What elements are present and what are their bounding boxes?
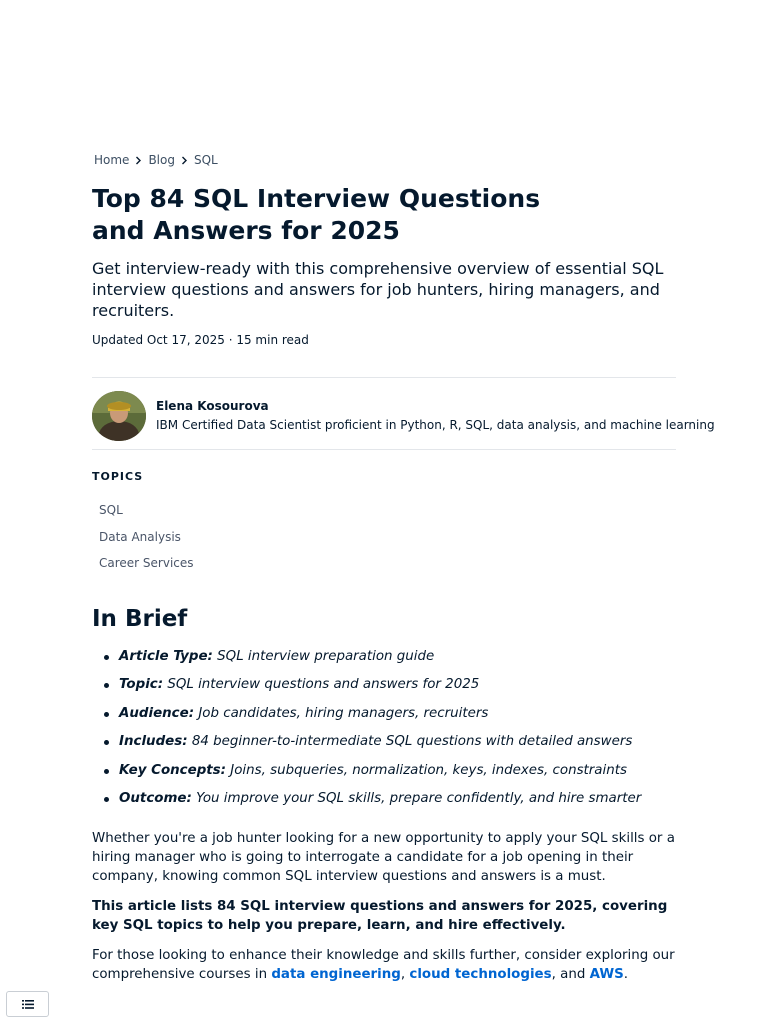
breadcrumb — [94, 152, 218, 168]
chevron-right-icon — [132, 152, 146, 168]
page-title — [92, 183, 676, 247]
author-name[interactable]: Elena Kosourova — [156, 399, 269, 413]
in-brief-heading: In Brief — [92, 606, 188, 632]
list-item: Article Type: SQL interview preparation guide — [92, 648, 676, 676]
cloud-technologies-link[interactable]: cloud technologies — [409, 967, 552, 982]
author-bio: IBM Certified Data Scientist proficient in Python, R, SQL, data analysis, and machine learning — [156, 418, 715, 432]
breadcrumb-sql-link[interactable]: SQL — [193, 153, 218, 167]
article-meta: Updated Oct 17, 2025 · 15 min read — [92, 333, 309, 347]
topics-label: TOPICS — [92, 470, 144, 483]
topic-link-sql[interactable]: SQL — [99, 503, 123, 517]
page-title-line-1: Top 84 SQL Interview Questions — [92, 184, 541, 213]
intro-paragraph: Whether you're a job hunter looking for a new opportunity to apply your SQL skills or a hiring manager who is going to interrogate a candidate for a job opening in their company, knowing common SQL interview questions and answers is a must. — [92, 831, 675, 884]
table-of-contents-button[interactable] — [6, 991, 49, 1017]
page-title-line-2: and Answers for 2025 — [92, 216, 400, 245]
list-item: Outcome: You improve your SQL skills, prepare confidently, and hire smarter — [92, 790, 676, 818]
courses-paragraph: For those looking to enhance their knowledge and skills further, consider exploring our comprehensive courses in data engineering, cloud technologies, and AWS. — [92, 948, 675, 982]
author-card — [92, 377, 715, 450]
author-avatar[interactable] — [92, 391, 146, 441]
article-subtitle: Get interview-ready with this comprehensive overview of essential SQL interview questions and answers for job hunters, hiring managers, and recruiters. — [92, 259, 664, 320]
topic-link-career-services[interactable]: Career Services — [99, 556, 194, 570]
list-icon — [22, 1000, 34, 1009]
list-item: Audience: Job candidates, hiring managers, recruiters — [92, 705, 676, 733]
chevron-right-icon — [178, 152, 192, 168]
aws-link[interactable]: AWS — [589, 967, 624, 982]
list-item: Includes: 84 beginner-to-intermediate SQL questions with detailed answers — [92, 733, 676, 761]
list-item: Topic: SQL interview questions and answers for 2025 — [92, 676, 676, 704]
breadcrumb-home-link[interactable]: Home — [94, 153, 130, 167]
data-engineering-link[interactable]: data engineering — [271, 967, 401, 982]
breadcrumb-blog-link[interactable]: Blog — [148, 153, 175, 167]
topic-link-data-analysis[interactable]: Data Analysis — [99, 530, 181, 544]
list-item: Key Concepts: Joins, subqueries, normalization, keys, indexes, constraints — [92, 762, 676, 790]
summary-paragraph: This article lists 84 SQL interview questions and answers for 2025, covering key SQL topics to help you prepare, learn, and hire effectively. — [92, 899, 668, 933]
in-brief-list — [92, 648, 676, 818]
